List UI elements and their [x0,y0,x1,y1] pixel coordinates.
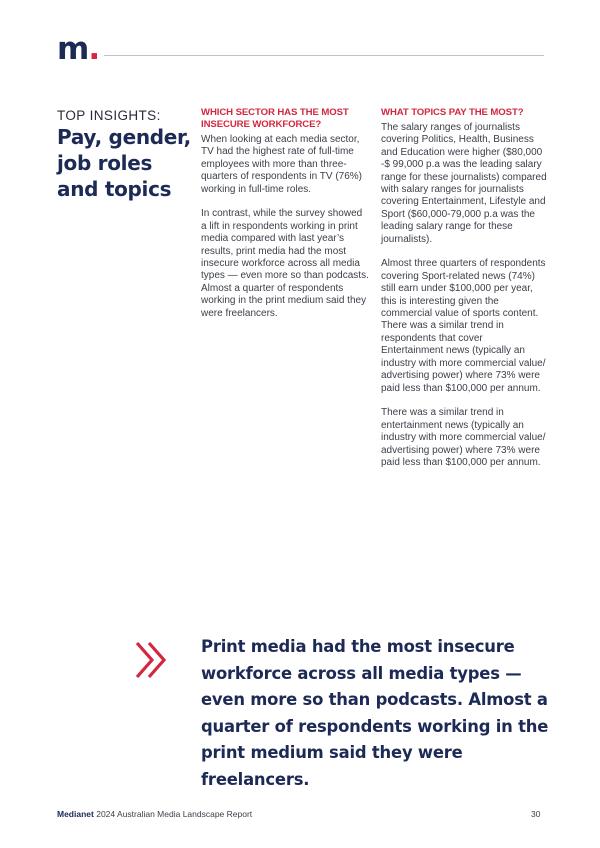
topics-paragraph-3: There was a similar trend in entertainment news (typically an industry with more commercial value/ advertising power) where 73% were paid less than $100,000 per annum. [381,407,546,468]
sector-column [201,107,369,332]
double-chevron-right-icon [134,640,170,680]
footer-brand: Medianet [57,809,94,819]
page-title: Pay, gender, job roles and topics [57,125,191,201]
pull-quote: Print media had the most insecure workforce across all media types — even more so than podcasts. Almost a quarter of respondents working in the print medium said they were freelancers. [201,637,549,789]
topics-column [381,107,547,482]
logo-letter: m [57,31,89,67]
page-number: 30 [531,809,541,819]
sector-paragraph-2: In contrast, while the survey showed a lift in respondents working in print media compared with last year’s results, print media had the most insecure workforce across all media types — even more so than podcasts. Almost a quarter of respondents working in the print medium said they were freelancers. [201,208,369,319]
topics-paragraph-2: Almost three quarters of respondents covering Sport-related news (74%) still earn under $100,000 per year, this is interesting given the commercial value of sports content. There was a similar trend in respondents that cover Entertainment news (typically an industry with more commercial value/ advertising power) where 73% were paid less than $100,000 per annum. [381,258,546,394]
sector-paragraph-1: When looking at each media sector, TV had the highest rate of full-time employees with more than three-quarters of respondents in TV (76%) working in full-time roles. [201,134,363,195]
insights-label: TOP INSIGHTS: [57,108,161,123]
footer [57,809,252,819]
topics-heading: WHAT TOPICS PAY THE MOST? [381,107,524,118]
sector-heading: WHICH SECTOR HAS THE MOST INSECURE WORKFORCE? [201,107,349,130]
topics-paragraph-1: The salary ranges of journalists covering Politics, Health, Business and Education were higher ($80,000 -$ 99,000 p.a was the leading salary range for these journalists) compared with salary ranges for journalists covering Entertainment, Lifestyle and Sport ($60,000-79,000 p.a was the leading salary range for these journalists). [381,122,547,245]
medianet-logo [57,31,100,67]
header-divider [104,55,544,56]
footer-report-title: 2024 Australian Media Landscape Report [96,809,253,819]
logo-dot: . [88,31,100,67]
